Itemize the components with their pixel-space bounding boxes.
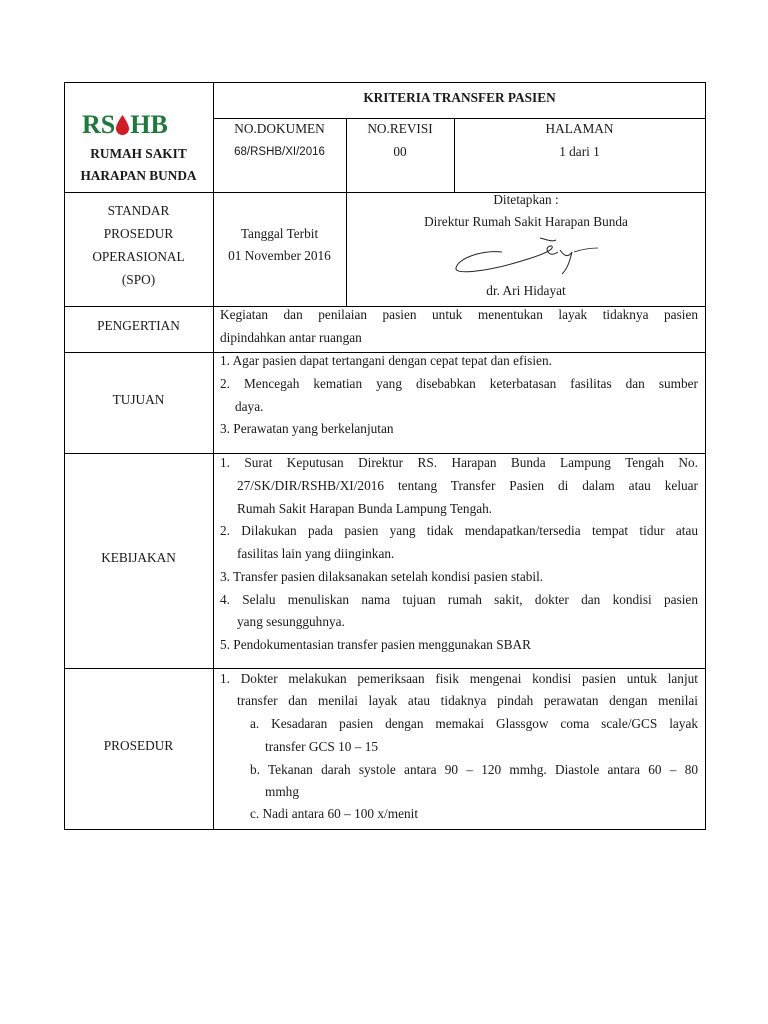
spo-label-line1: STANDAR (107, 203, 170, 218)
director-title: Direktur Rumah Sakit Harapan Bunda (424, 214, 628, 229)
tujuan-item2: 2. Mencegah kematian yang disebabkan keterbatasan fasilitas dan sumber (220, 376, 698, 391)
pengertian-line1: Kegiatan dan penilaian pasien untuk menentukan layak tidaknya pasien (220, 307, 698, 322)
tujuan-item1: 1. Agar pasien dapat tertangani dengan cepat tepat dan efisien. (220, 353, 552, 368)
border-left (64, 82, 65, 830)
kebijakan-line7: 4. Selalu menuliskan nama tujuan rumah sakit, dokter dan kondisi pasien (220, 592, 698, 607)
hospital-name-line2: HARAPAN BUNDA (80, 168, 197, 183)
halaman-label: HALAMAN (545, 121, 614, 136)
prosedur-line5: b. Tekanan darah systole antara 90 – 120 mmhg. Diastole antara 60 – 80 (250, 762, 698, 777)
pengertian-label: PENGERTIAN (97, 318, 180, 333)
title-divider (213, 118, 706, 119)
ditetapkan-label: Ditetapkan : (493, 192, 559, 207)
tanggal-terbit-value: 01 November 2016 (228, 248, 331, 263)
kebijakan-line9: 5. Pendokumentasian transfer pasien menggunakan SBAR (220, 637, 531, 652)
spo-label-line3: OPERASIONAL (92, 249, 185, 264)
tujuan-label: TUJUAN (112, 392, 165, 407)
kebijakan-line2: 27/SK/DIR/RSHB/XI/2016 tentang Transfer Pasien di dalam atau keluar (237, 478, 698, 493)
prosedur-line1: 1. Dokter melakukan pemeriksaan fisik mengenai kondisi pasien untuk lanjut (220, 671, 698, 686)
kebijakan-line6: 3. Transfer pasien dilaksanakan setelah kondisi pasien stabil. (220, 569, 544, 584)
kebijakan-line4: 2. Dilakukan pada pasien yang tidak mendapatkan/tersedia tempat tidur atau (220, 523, 698, 538)
tujuan-item3: 3. Perawatan yang berkelanjutan (220, 421, 394, 436)
prosedur-line6: mmhg (265, 784, 299, 799)
prosedur-line2: transfer dan menilai layak atau tidaknya pindah perawatan dengan menilai (237, 693, 698, 708)
tujuan-bottom (64, 453, 706, 454)
logo-text-right: HB (130, 110, 168, 139)
spo-label-line4: (SPO) (121, 272, 156, 287)
kebijakan-line8: yang sesungguhnya. (237, 614, 345, 629)
kebijakan-line5: fasilitas lain yang diinginkan. (237, 546, 395, 561)
director-name: dr. Ari Hidayat (486, 283, 566, 298)
director-signature (452, 234, 602, 282)
border-bottom (64, 829, 706, 830)
kebijakan-bottom (64, 668, 706, 669)
tujuan-item2-cont: daya. (235, 399, 264, 414)
blood-drop-icon (115, 114, 130, 136)
document-title: KRITERIA TRANSFER PASIEN (363, 90, 556, 105)
halaman-value: 1 dari 1 (559, 144, 600, 159)
kebijakan-line1: 1. Surat Keputusan Direktur RS. Harapan Bunda Lampung Tengah No. (220, 455, 698, 470)
prosedur-line3: a. Kesadaran pasien dengan memakai Glassgow coma scale/GCS layak (250, 716, 698, 731)
tanggal-terbit-label: Tanggal Terbit (240, 226, 319, 241)
prosedur-line4: transfer GCS 10 – 15 (265, 739, 379, 754)
no-revisi-value: 00 (393, 144, 407, 159)
no-revisi-label: NO.REVISI (367, 121, 433, 136)
border-top (64, 82, 706, 83)
prosedur-label: PROSEDUR (103, 738, 174, 753)
kebijakan-line3: Rumah Sakit Harapan Bunda Lampung Tengah. (237, 501, 493, 516)
hospital-name-line1: RUMAH SAKIT (90, 146, 187, 161)
no-dokumen-label: NO.DOKUMEN (234, 121, 325, 136)
logo-text-left: RS (82, 110, 116, 139)
column-divider (213, 82, 214, 830)
kebijakan-label: KEBIJAKAN (101, 550, 176, 565)
no-dokumen-value: 68/RSHB/XI/2016 (234, 146, 325, 158)
spo-label-line2: PROSEDUR (103, 226, 174, 241)
pengertian-line2: dipindahkan antar ruangan (220, 330, 362, 345)
spo-document (64, 82, 706, 830)
rshb-logo (82, 110, 194, 139)
prosedur-line7: c. Nadi antara 60 – 100 x/menit (250, 806, 419, 821)
